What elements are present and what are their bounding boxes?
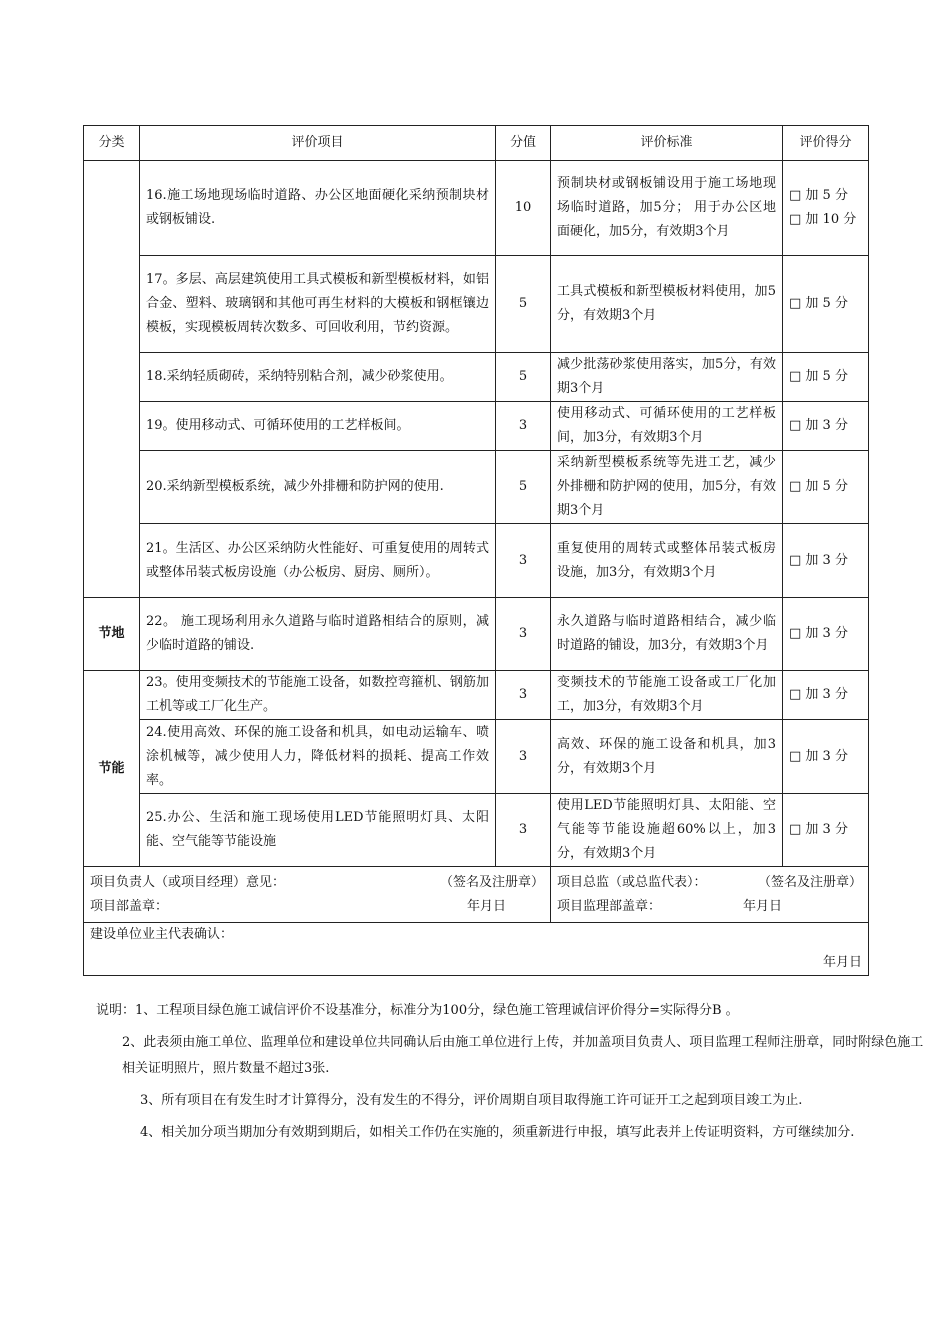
table-row [84, 598, 869, 671]
item-text: 24.使用高效、环保的施工设备和机具，如电动运输车、喷涂机械等，减少使用人力，降低材料的损耗、提高工作效率。 [140, 720, 496, 794]
score-value: 3 [496, 720, 551, 794]
pm-date: 年月日 [466, 898, 506, 914]
owner-date: 年月日 [822, 955, 862, 970]
evaluation-cell[interactable] [783, 598, 869, 671]
standard-text: 预制块材或钢板铺设用于施工场地现场临时道路，加5分； 用于办公区地面硬化，加5分，有效期3个月 [551, 161, 783, 256]
pm-opinion-label: 项目负责人（或项目经理）意见： [90, 874, 286, 890]
supervisor-signature-block[interactable] [551, 867, 869, 923]
evaluation-option[interactable]: □ 加 3 分 [789, 748, 848, 764]
score-value: 5 [496, 451, 551, 524]
score-value: 10 [496, 161, 551, 256]
score-value: 3 [496, 794, 551, 867]
pm-sign-note: （签名及注册章） [439, 874, 544, 890]
standard-text: 采纳新型模板系统等先进工艺，减少外排栅和防护网的使用，加5分，有效期3个月 [551, 451, 783, 524]
item-text: 23。使用变频技术的节能施工设备，如数控弯箍机、钢筋加工机等或工厂化生产。 [140, 671, 496, 720]
evaluation-option[interactable]: □ 加 3 分 [789, 687, 848, 702]
item-text: 19。使用移动式、可循环使用的工艺样板间。 [140, 402, 496, 451]
table-row [84, 402, 869, 451]
standard-text: 使用LED节能照明灯具、太阳能、空气能等节能设施超60%以上，加3分，有效期3个月 [551, 794, 783, 867]
evaluation-option[interactable]: □ 加 10 分 [789, 212, 857, 227]
item-text: 21。生活区、办公区采纳防火性能好、可重复使用的周转式或整体吊装式板房设施（办公板房、厨房、厕所）。 [140, 524, 496, 598]
score-value: 3 [496, 402, 551, 451]
evaluation-option[interactable]: □ 加 5 分 [789, 296, 848, 311]
evaluation-cell[interactable] [783, 794, 869, 867]
pm-seal-label: 项目部盖章： [90, 898, 169, 914]
owner-confirmation-block[interactable] [84, 923, 869, 976]
evaluation-cell[interactable] [783, 671, 869, 720]
table-row [84, 353, 869, 402]
evaluation-option[interactable]: □ 加 3 分 [789, 626, 848, 641]
standard-text: 高效、环保的施工设备和机具，加3分，有效期3个月 [551, 720, 783, 794]
note-3: 3、所有项目在有发生时才计算得分，没有发生的不得分，评价周期自项目取得施工许可证开工之起到项目竣工为止. [140, 1093, 803, 1108]
item-text: 22。 施工现场利用永久道路与临时道路相结合的原则，减少临时道路的铺设. [140, 598, 496, 671]
evaluation-option[interactable]: □ 加 5 分 [789, 479, 848, 494]
table-row [84, 256, 869, 353]
standard-text: 变频技术的节能施工设备或工厂化加工，加3分，有效期3个月 [551, 671, 783, 720]
evaluation-option[interactable]: □ 加 3 分 [789, 552, 848, 568]
supervisor-date: 年月日 [742, 898, 782, 914]
notes-section [96, 998, 936, 1152]
score-value: 5 [496, 256, 551, 353]
evaluation-option[interactable]: □ 加 3 分 [789, 822, 848, 837]
item-text: 20.采纳新型模板系统，减少外排栅和防护网的使用. [140, 451, 496, 524]
supervisor-sign-note: （签名及注册章） [757, 874, 862, 890]
evaluation-option[interactable]: □ 加 5 分 [789, 369, 848, 384]
item-text: 16.施工场地现场临时道路、办公区地面硬化采纳预制块材或钢板铺设. [140, 161, 496, 256]
item-text: 25.办公、生活和施工现场使用LED节能照明灯具、太阳能、空气能等节能设施 [140, 794, 496, 867]
pm-signature-block[interactable] [84, 867, 551, 923]
table-row [84, 524, 869, 598]
note-1: 说明：1、工程项目绿色施工诚信评价不设基准分，标准分为100分，绿色施工管理诚信评价得分=实际得分B 。 [96, 1003, 739, 1018]
header-category: 分类 [84, 126, 140, 161]
evaluation-cell[interactable] [783, 353, 869, 402]
score-value: 3 [496, 598, 551, 671]
supervisor-chief-label: 项目总监（或总监代表）： [557, 874, 707, 890]
category-energy-saving: 节能 [84, 671, 140, 867]
header-standard: 评价标准 [551, 126, 783, 161]
header-item: 评价项目 [140, 126, 496, 161]
evaluation-cell[interactable] [783, 451, 869, 524]
table-row [84, 451, 869, 524]
evaluation-cell[interactable] [783, 720, 869, 794]
owner-confirmation-row [84, 923, 869, 976]
item-text: 18.采纳轻质砌砖，采纳特别粘合剂，减少砂浆使用。 [140, 353, 496, 402]
signature-row [84, 867, 869, 923]
standard-text: 重复使用的周转式或整体吊装式板房设施，加3分，有效期3个月 [551, 524, 783, 598]
item-text: 17。多层、高层建筑使用工具式模板和新型模板材料，如铝合金、塑料、玻璃钢和其他可再生材料的大模板和钢框镶边模板，实现模板周转次数多、可回收利用，节约资源。 [140, 256, 496, 353]
evaluation-cell[interactable] [783, 402, 869, 451]
table-row [84, 671, 869, 720]
table-row [84, 720, 869, 794]
owner-confirm-label: 建设单位业主代表确认： [90, 927, 234, 942]
evaluation-cell[interactable] [783, 256, 869, 353]
evaluation-option[interactable]: □ 加 3 分 [789, 418, 848, 433]
note-2: 2、此表须由施工单位、监理单位和建设单位共同确认后由施工单位进行上传，并加盖项目负责人、项目监理工程师注册章，同时附绿色施工相关证明照片，照片数量不超过3张. [122, 1035, 924, 1076]
table-row [84, 794, 869, 867]
standard-text: 使用移动式、可循环使用的工艺样板间，加3分，有效期3个月 [551, 402, 783, 451]
table-row [84, 161, 869, 256]
standard-text: 永久道路与临时道路相结合，减少临时道路的铺设，加3分，有效期3个月 [551, 598, 783, 671]
category-cell-empty [84, 161, 140, 598]
category-land-saving: 节地 [84, 598, 140, 671]
score-value: 3 [496, 524, 551, 598]
supervisor-seal-label: 项目监理部盖章： [557, 898, 662, 914]
standard-text: 工具式模板和新型模板材料使用，加5分，有效期3个月 [551, 256, 783, 353]
standard-text: 减少批荡砂浆使用落实，加5分，有效期3个月 [551, 353, 783, 402]
score-value: 5 [496, 353, 551, 402]
evaluation-cell[interactable] [783, 524, 869, 598]
note-4: 4、相关加分项当期加分有效期到期后，如相关工作仍在实施的，须重新进行申报，填写此表并上传证明资料，方可继续加分. [140, 1125, 855, 1140]
score-value: 3 [496, 671, 551, 720]
evaluation-option[interactable]: □ 加 5 分 [789, 188, 848, 203]
header-evaluation: 评价得分 [783, 126, 869, 161]
header-score: 分值 [496, 126, 551, 161]
evaluation-table [83, 125, 869, 976]
evaluation-cell[interactable] [783, 161, 869, 256]
table-header-row [84, 126, 869, 161]
